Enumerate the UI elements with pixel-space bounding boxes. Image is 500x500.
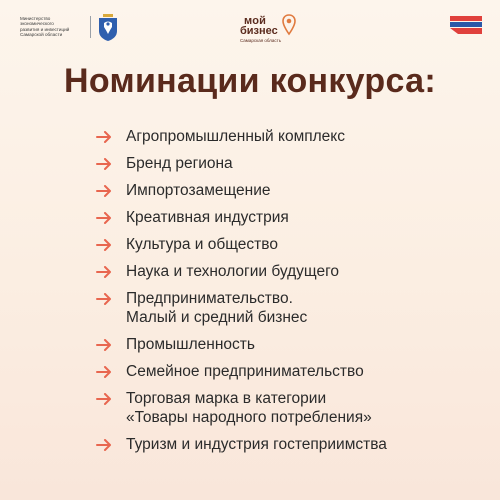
ministry-logo (20, 10, 140, 44)
arrow-right-icon (96, 127, 118, 146)
nomination-line: Культура и общество (126, 236, 278, 253)
nomination-line: Семейное предпринимательство (126, 363, 364, 380)
nomination-label (126, 154, 233, 173)
nomination-line: Агропромышленный комплекс (126, 128, 345, 145)
arrow-right-icon (96, 262, 118, 281)
arrow-right-icon (96, 208, 118, 227)
arrow-right-icon (96, 181, 118, 200)
list-item (96, 127, 476, 146)
nomination-line: Импортозамещение (126, 182, 271, 199)
list-item (96, 335, 476, 354)
arrow-right-icon (96, 362, 118, 381)
nomination-line: Предпринимательство. (126, 290, 293, 307)
nomination-label (126, 127, 345, 146)
nomination-line: Бренд региона (126, 155, 233, 172)
nomination-line: Креативная индустрия (126, 209, 289, 226)
list-item (96, 362, 476, 381)
nomination-label (126, 362, 364, 381)
ministry-name (20, 16, 88, 38)
nomination-label (126, 335, 255, 354)
list-item (96, 389, 476, 427)
list-item (96, 208, 476, 227)
nominations-list (96, 127, 476, 462)
ministry-line: экономического (20, 21, 54, 27)
list-item (96, 235, 476, 254)
ministry-line: развития и инвестиций (20, 26, 70, 32)
arrow-right-icon (96, 289, 118, 308)
list-item (96, 181, 476, 200)
arrow-right-icon (96, 389, 118, 408)
list-item (96, 435, 476, 454)
nomination-label (126, 389, 372, 427)
ministry-line: Самарской области (20, 32, 63, 38)
arrow-right-icon (96, 335, 118, 354)
nomination-line: «Товары народного потребления» (126, 409, 372, 426)
nomination-line: Промышленность (126, 336, 255, 353)
brand-region: Самарская область (240, 38, 282, 43)
nomination-line: Торговая марка в категории (126, 390, 327, 407)
list-item (96, 289, 476, 327)
nomination-label (126, 208, 289, 227)
nomination-label (126, 262, 339, 281)
list-item (96, 154, 476, 173)
page-title: Номинации конкурса: (64, 62, 436, 100)
list-item (96, 262, 476, 281)
brand-word: бизнес (240, 25, 278, 37)
samara-coat-of-arms-icon (95, 12, 121, 42)
nomination-label (126, 235, 278, 254)
header (0, 0, 500, 60)
nomination-line: Туризм и индустрия гостеприимства (126, 436, 387, 453)
arrow-right-icon (96, 435, 118, 454)
moy-biznes-logo (232, 14, 312, 46)
nomination-label (126, 181, 271, 200)
arrow-right-icon (96, 154, 118, 173)
ministry-line: Министерство (20, 16, 51, 21)
nomination-line: Малый и средний бизнес (126, 309, 308, 326)
nomination-label (126, 289, 307, 327)
nomination-line: Наука и технологии будущего (126, 263, 340, 280)
arrow-right-icon (96, 235, 118, 254)
nomination-label (126, 435, 387, 454)
brand-word: мой (244, 15, 267, 27)
national-project-logo-icon (448, 14, 484, 36)
divider (90, 16, 91, 38)
location-pin-icon (282, 14, 296, 36)
